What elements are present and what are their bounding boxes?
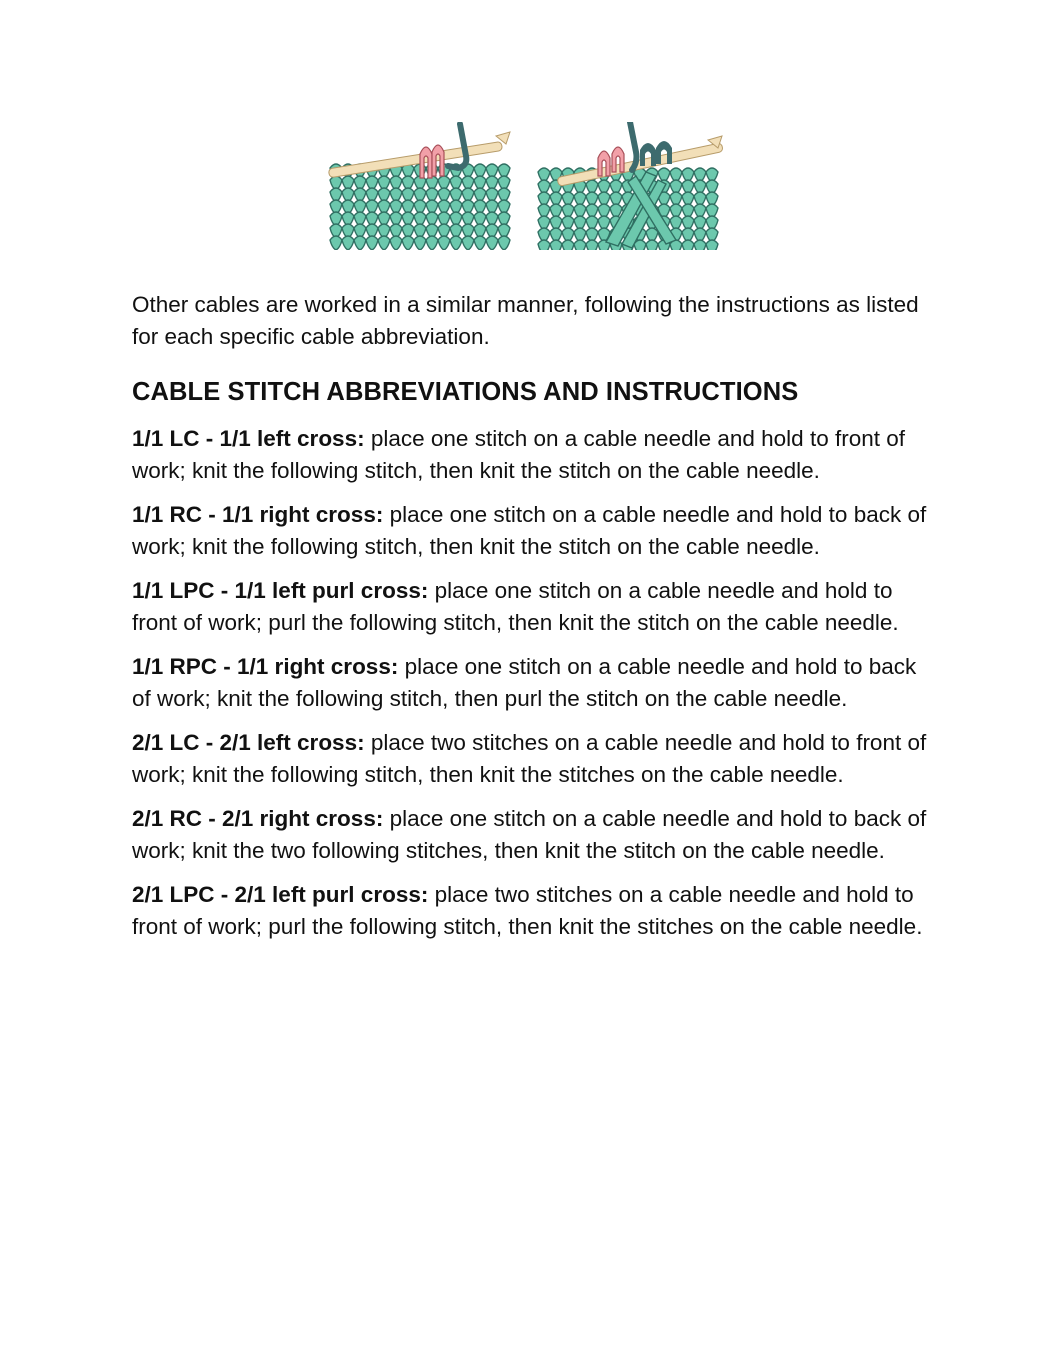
abbreviation-entry [132, 499, 932, 563]
abbreviation-instructions: place one stitch on a cable needle and hold to back of work; knit the two following stitches, then knit the stitch on the cable needle. [132, 806, 927, 863]
cable-illustrations [328, 122, 724, 252]
cable-knitting-illustration-step-2 [536, 122, 724, 250]
abbreviation-term: 2/1 LC - 2/1 left cross: [132, 730, 365, 755]
section-heading: CABLE STITCH ABBREVIATIONS AND INSTRUCTIONS [132, 378, 799, 406]
abbreviation-instructions: place two stitches on a cable needle and hold to front of work; purl the following stitch, then knit the stitches on the cable needle. [132, 882, 923, 939]
abbreviation-instructions: place one stitch on a cable needle and hold to front of work; purl the following stitch, then knit the stitch on the cable needle. [132, 578, 899, 635]
abbreviation-term: 1/1 RPC - 1/1 right cross: [132, 654, 399, 679]
abbreviation-entry [132, 879, 932, 943]
abbreviation-entry [132, 423, 932, 487]
abbreviation-entry [132, 727, 932, 791]
abbreviation-term: 1/1 RC - 1/1 right cross: [132, 502, 384, 527]
abbreviation-instructions: place one stitch on a cable needle and hold to back of work; knit the following stitch, then knit the stitch on the cable needle. [132, 502, 927, 559]
abbreviation-instructions: place one stitch on a cable needle and hold to front of work; knit the following stitch, then knit the stitch on the cable needle. [132, 426, 905, 483]
abbreviation-entry [132, 803, 932, 867]
abbreviation-term: 1/1 LPC - 1/1 left purl cross: [132, 578, 429, 603]
abbreviation-entry [132, 575, 932, 639]
abbreviation-term: 2/1 RC - 2/1 right cross: [132, 806, 384, 831]
abbreviation-term: 2/1 LPC - 2/1 left purl cross: [132, 882, 429, 907]
cable-knitting-illustration-step-1 [328, 122, 516, 250]
abbreviation-instructions: place one stitch on a cable needle and hold to back of work; knit the following stitch, then purl the stitch on the cable needle. [132, 654, 917, 711]
abbreviation-entry [132, 651, 932, 715]
abbreviation-instructions: place two stitches on a cable needle and hold to front of work; knit the following stitch, then knit the stitches on the cable needle. [132, 730, 927, 787]
intro-paragraph: Other cables are worked in a similar manner, following the instructions as listed for each specific cable abbreviation. [132, 292, 919, 349]
abbreviation-term: 1/1 LC - 1/1 left cross: [132, 426, 365, 451]
abbreviation-list [132, 423, 932, 955]
